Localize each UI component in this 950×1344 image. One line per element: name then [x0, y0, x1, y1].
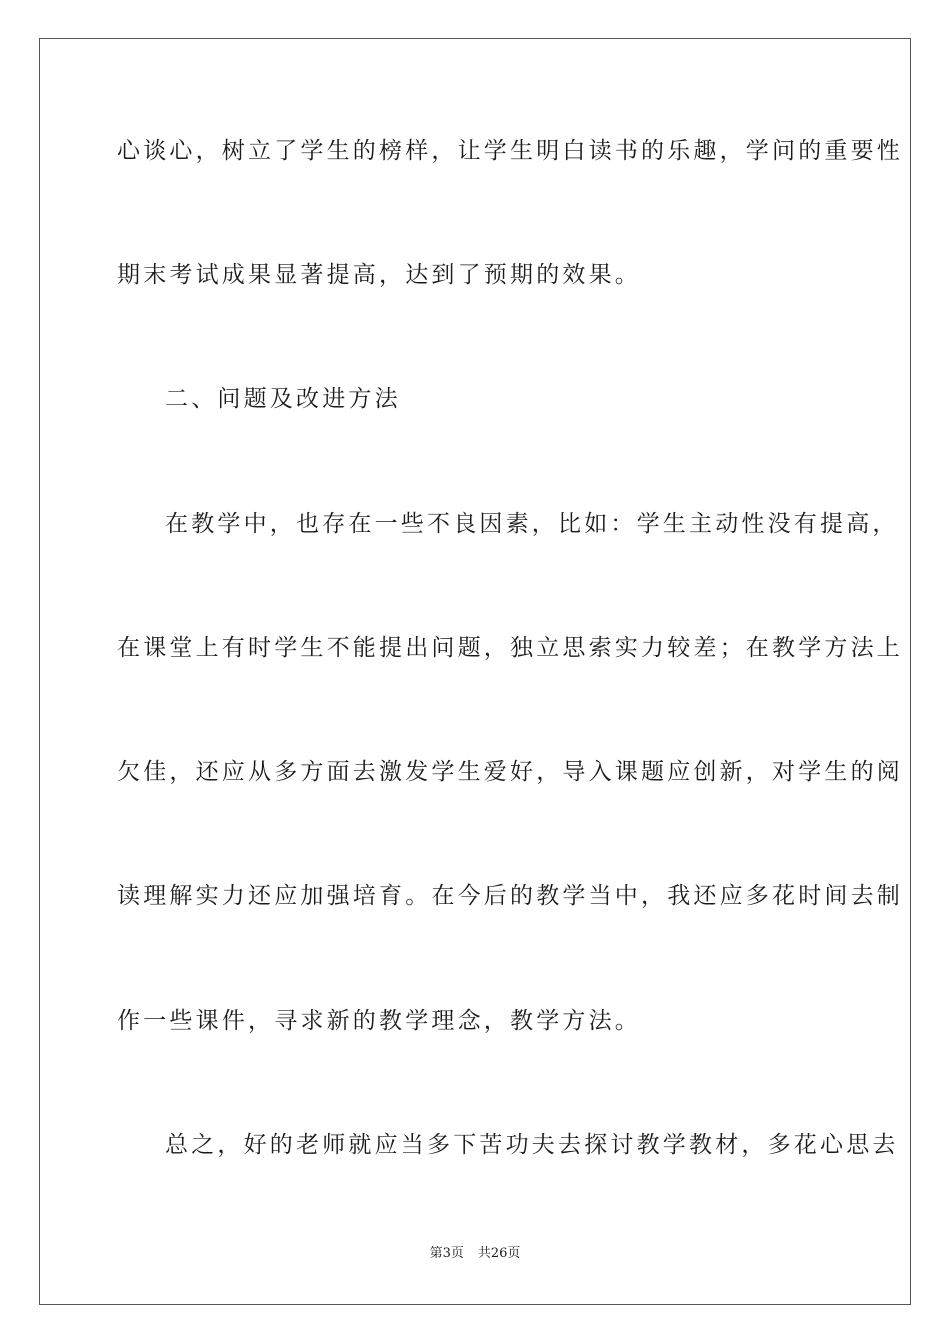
text-line-1: 心谈心，树立了学生的榜样，让学生明白读书的乐趣，学问的重要性	[117, 138, 903, 164]
text-line-8: 总之，好的老师就应当多下苦功夫去探讨教学教材，多花心思去	[165, 1132, 899, 1158]
text-line-6: 读理解实力还应加强培育。在今后的教学当中，我还应多花时间去制	[117, 883, 903, 909]
page-border	[39, 38, 911, 1305]
page-number: 第3页	[429, 1246, 464, 1261]
text-line-3: 在教学中，也存在一些不良因素，比如：学生主动性没有提高，	[165, 511, 899, 537]
page-total: 共26页	[477, 1246, 521, 1261]
text-line-5: 欠佳，还应从多方面去激发学生爱好，导入课题应创新，对学生的阅	[117, 759, 903, 785]
text-line-7: 作一些课件，寻求新的教学理念，教学方法。	[117, 1008, 641, 1034]
section-heading: 二、问题及改进方法	[165, 386, 401, 412]
text-line-2: 期末考试成果显著提高，达到了预期的效果。	[117, 262, 641, 288]
text-line-4: 在课堂上有时学生不能提出问题，独立思索实力较差；在教学方法上	[117, 635, 903, 661]
page-footer	[0, 1245, 950, 1263]
